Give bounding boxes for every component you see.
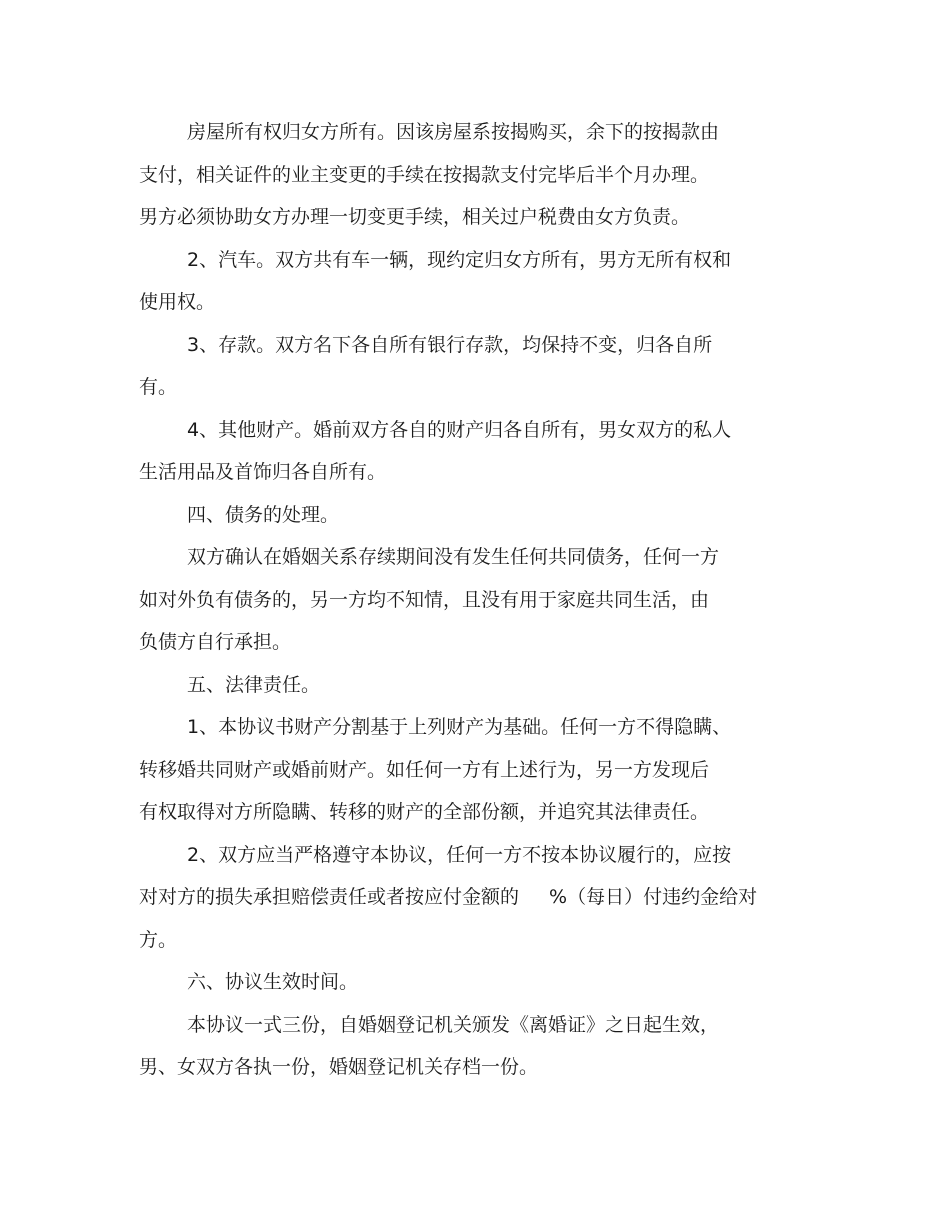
text-line: 3、存款。双方名下各自所有银行存款，均保持不变，归各自所 [187, 333, 713, 356]
text-line-with-blank [139, 876, 819, 919]
text-line: 如对外负有债务的，另一方均不知情，且没有用于家庭共同生活，由 [139, 588, 710, 611]
text-line: 2、双方应当严格遵守本协议，任何一方不按本协议履行的，应按 [187, 843, 732, 866]
text-after-blank: %（每日）付违约金给对 [549, 886, 758, 908]
text-line: 1、本协议书财产分割基于上列财产为基础。任何一方不得隐瞒、 [187, 716, 732, 738]
text-line: 男、女双方各执一份，婚姻登记机关存档一份。 [139, 1056, 539, 1078]
text-line: 使用权。 [139, 291, 216, 313]
text-line: 房屋所有权归女方所有。因该房屋系按揭购买，余下的按揭款由 [187, 121, 720, 143]
text-line: 双方确认在婚姻关系存续期间没有发生任何共同债务，任何一方 [187, 546, 720, 568]
text-line: 支付，相关证件的业主变更的手续在按揭款支付完毕后半个月办理。 [139, 163, 710, 186]
text-line: 负债方自行承担。 [139, 631, 292, 653]
text-before-blank: 对对方的损失承担赔偿责任或者按应付金额的 [139, 886, 520, 908]
text-line: 男方必须协助女方办理一切变更手续，相关过户税费由女方负责。 [139, 206, 691, 228]
text-line: 本协议一式三份，自婚姻登记机关颁发《离婚证》之日起生效， [187, 1013, 720, 1036]
section-heading-liability: 五、法律责任。 [187, 673, 321, 696]
text-line: 有。 [139, 376, 178, 398]
section-heading-effective-date: 六、协议生效时间。 [187, 971, 359, 993]
text-line: 4、其他财产。婚前双方各自的财产归各自所有，男女双方的私人 [187, 418, 732, 441]
text-line: 2、汽车。双方共有车一辆，现约定归女方所有，男方无所有权和 [187, 248, 732, 271]
document-body [139, 111, 819, 1089]
text-line: 生活用品及首饰归各自所有。 [139, 461, 387, 483]
text-line: 转移婚共同财产或婚前财产。如任何一方有上述行为，另一方发现后 [139, 758, 710, 781]
section-heading-debts: 四、债务的处理。 [187, 503, 340, 526]
text-line: 有权取得对方所隐瞒、转移的财产的全部份额，并追究其法律责任。 [139, 801, 710, 823]
text-line: 方。 [139, 928, 178, 951]
